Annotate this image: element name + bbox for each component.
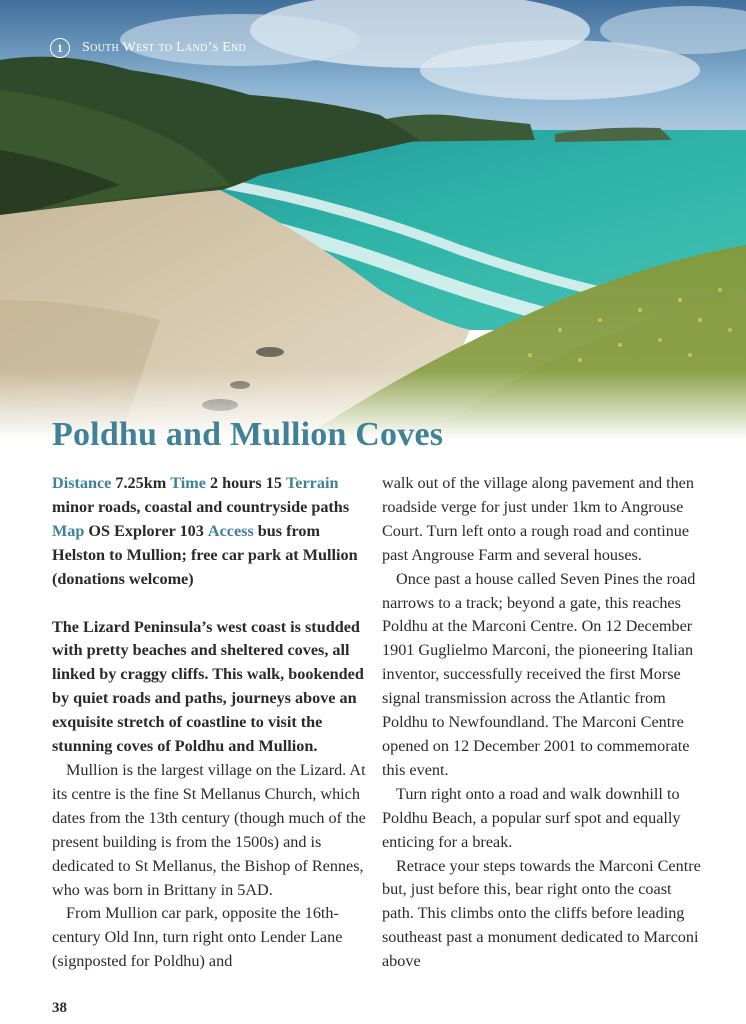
left-column xyxy=(52,472,368,974)
chapter-heading xyxy=(50,38,246,58)
access-label: Access xyxy=(207,521,254,540)
distance-label: Distance xyxy=(52,474,112,492)
map-label: Map xyxy=(52,521,85,540)
body-paragraph-3: Once past a house called Seven Pines the road narrows to a track; beyond a gate, this reaches Poldhu at the Marconi Centre. On 12 December 1901 Guglielmo Marconi, the pioneering Italian inventor, successfully received the first Morse signal transmission across the Atlantic from Poldhu to Newfoundland. The Marconi Centre opened on 12 December 2001 to commemorate this event. xyxy=(382,569,696,779)
map-value: OS Explorer 103 xyxy=(88,521,204,540)
body-paragraph-2-tail: walk out of the village along pavement and then roadside verge for just under 1km to Angrouse Court. Turn left onto a rough road and continue past Angrouse Farm and several houses. xyxy=(382,474,694,564)
body-paragraph-2: From Mullion car park, opposite the 16th-century Old Inn, turn right onto Lender Lane (signposted for Poldhu) and xyxy=(52,904,343,971)
body-paragraph-2-continued xyxy=(382,472,702,568)
cove-photo-illustration xyxy=(0,0,746,440)
body-paragraph-4: Turn right onto a road and walk downhill to Poldhu Beach, a popular surf spot and equally enticing for a break. xyxy=(382,784,681,851)
chapter-title: South West to Land’s End xyxy=(82,40,247,55)
chapter-number-badge: 1 xyxy=(50,38,70,58)
header-photo xyxy=(0,0,746,440)
time-value: 2 hours 15 xyxy=(209,474,282,492)
body-paragraph-5: Retrace your steps towards the Marconi Centre but, just before this, bear right onto the coast path. This climbs onto the cliffs before leading southeast past a monument dedicated to Marconi above xyxy=(382,856,701,971)
walk-facts xyxy=(52,472,368,592)
intro-paragraph: The Lizard Peninsula’s west coast is studded with pretty beaches and sheltered coves, all linked by craggy cliffs. This walk, bookended by quiet roads and paths, journeys above an exquisite stretch of coastline to visit the stunning coves of Poldhu and Mullion. xyxy=(52,617,364,756)
terrain-label: Terrain xyxy=(286,474,339,492)
distance-value: 7.25km xyxy=(115,474,167,492)
body-paragraph-1: Mullion is the largest village on the Lizard. At its centre is the fine St Mellanus Church, which dates from the 13th century (though much of the present building is from the 1500s) and is dedicated to St Mellanus, the Bishop of Rennes, who was born in Brittany in 5AD. xyxy=(52,760,366,899)
page-number: 38 xyxy=(52,1000,67,1016)
walk-title: Poldhu and Mullion Coves xyxy=(52,416,444,453)
access-value: bus from Helston to Mullion; free car park at Mullion (donations welcome) xyxy=(52,521,358,588)
terrain-value: minor roads, coastal and countryside paths xyxy=(52,497,350,516)
time-label: Time xyxy=(170,474,206,492)
right-column xyxy=(382,472,702,974)
